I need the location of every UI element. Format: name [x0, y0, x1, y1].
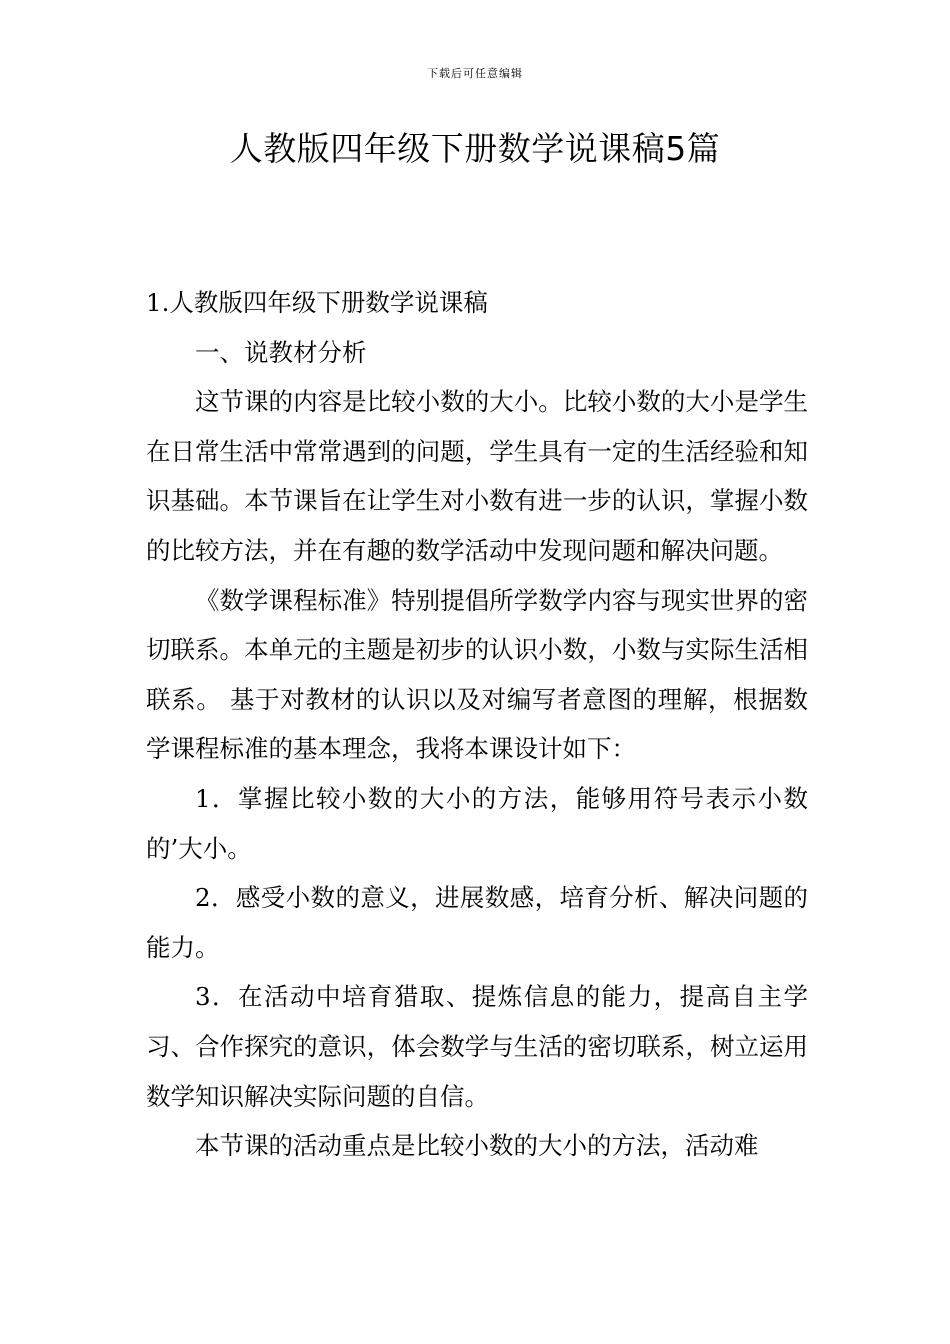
section-heading: 1.人教版四年级下册数学说课稿: [146, 288, 488, 317]
paragraph: 1．掌握比较小数的大小的方法，能够用符号表示小数的’大小。: [146, 783, 808, 863]
paragraph: 《数学课程标准》特别提倡所学数学内容与现实世界的密切联系。本单元的主题是初步的认识小数，小数与实际生活相联系。 基于对教材的认识以及对编写者意图的理解，根据数学课程标准的基本理念，我将本课设计如下：: [146, 585, 808, 764]
paragraph: 本节课的活动重点是比较小数的大小的方法，活动难: [195, 1131, 759, 1161]
document-title: 人教版四年级下册数学说课稿5篇: [229, 129, 721, 168]
paragraph: 3．在活动中培育猎取、提炼信息的能力，提高自主学习、合作探究的意识，体会数学与生活的密切联系，树立运用数学知识解决实际问题的自信。: [146, 982, 808, 1111]
paragraph: 2．感受小数的意义，进展数感，培育分析、解决问题的能力。: [146, 883, 808, 962]
paragraph: 这节课的内容是比较小数的大小。比较小数的大小是学生在日常生活中常常遇到的问题，学生具有一定的生活经验和知识基础。本节课旨在让学生对小数有进一步的认识，掌握小数的比较方法，并在有趣的数学活动中发现问题和解决问题。: [146, 387, 808, 565]
document-body: [146, 278, 808, 1171]
header-note: 下载后可任意编辑: [427, 67, 523, 80]
paragraph: 一、说教材分析: [195, 337, 367, 367]
